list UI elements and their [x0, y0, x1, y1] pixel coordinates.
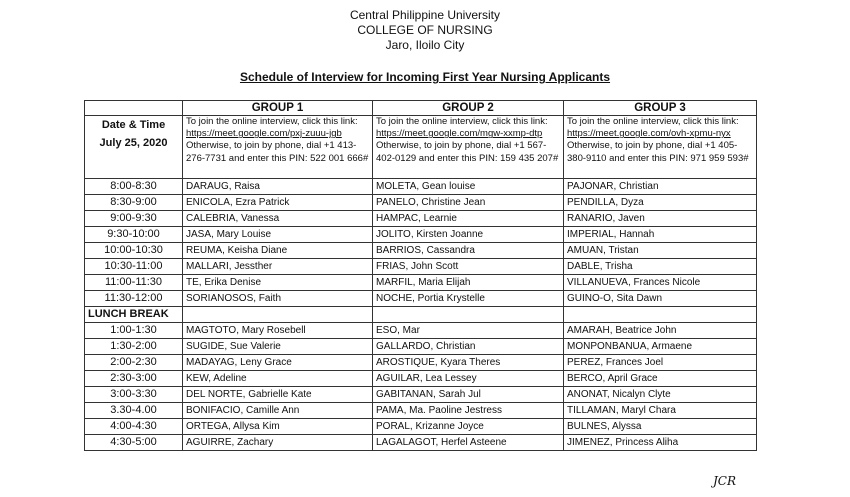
- group-1-meet-link[interactable]: https://meet.google.com/pxj-zuuu-jgb: [186, 128, 342, 140]
- group-2-applicant: JOLITO, Kirsten Joanne: [373, 227, 564, 243]
- interview-schedule-table: [84, 100, 757, 451]
- group-3-applicant: TILLAMAN, Maryl Chara: [564, 403, 757, 419]
- group-3-applicant: ANONAT, Nicalyn Clyte: [564, 387, 757, 403]
- time-slot: 11:30-12:00: [85, 291, 183, 307]
- time-slot: 2:00-2:30: [85, 355, 183, 371]
- group-3-applicant: BERCO, April Grace: [564, 371, 757, 387]
- time-slot: 11:00-11:30: [85, 275, 183, 291]
- group-3-applicant: BULNES, Alyssa: [564, 419, 757, 435]
- time-slot: 9:30-10:00: [85, 227, 183, 243]
- group-1-applicant: SUGIDE, Sue Valerie: [183, 339, 373, 355]
- group-3-applicant: VILLANUEVA, Frances Nicole: [564, 275, 757, 291]
- info-phone-text: Otherwise, to join by phone, dial +1 405-380-9110 and enter this PIN: 971 959 593#: [567, 140, 749, 164]
- group-3-applicant: AMUAN, Tristan: [564, 243, 757, 259]
- schedule-row: [85, 371, 757, 387]
- group-3-meet-link[interactable]: https://meet.google.com/ovh-xpmu-nyx: [567, 128, 731, 140]
- group-3-applicant: GUINO-O, Sita Dawn: [564, 291, 757, 307]
- time-slot: 3.30-4.00: [85, 403, 183, 419]
- schedule-row: [85, 339, 757, 355]
- group-3-applicant: MONPONBANUA, Armaene: [564, 339, 757, 355]
- lunch-empty-cell: [373, 307, 564, 323]
- group-2-applicant: MARFIL, Maria Elijah: [373, 275, 564, 291]
- group-1-applicant: MADAYAG, Leny Grace: [183, 355, 373, 371]
- document-header: [0, 8, 850, 53]
- group-2-meeting-info: [373, 116, 564, 179]
- schedule-row: [85, 355, 757, 371]
- group-2-applicant: ESO, Mar: [373, 323, 564, 339]
- group-1-applicant: REUMA, Keisha Diane: [183, 243, 373, 259]
- time-slot: 1:30-2:00: [85, 339, 183, 355]
- group-1-applicant: MALLARI, Jessther: [183, 259, 373, 275]
- schedule-row: [85, 403, 757, 419]
- schedule-row: [85, 387, 757, 403]
- schedule-row: [85, 211, 757, 227]
- group-1-applicant: JASA, Mary Louise: [183, 227, 373, 243]
- group-3-applicant: IMPERIAL, Hannah: [564, 227, 757, 243]
- group-3-applicant: DABLE, Trisha: [564, 259, 757, 275]
- corner-cell: [85, 101, 183, 116]
- schedule-row: [85, 291, 757, 307]
- group-2-applicant: GABITANAN, Sarah Jul: [373, 387, 564, 403]
- group-1-applicant: BONIFACIO, Camille Ann: [183, 403, 373, 419]
- group-2-applicant: HAMPAC, Learnie: [373, 211, 564, 227]
- lunch-break-label: LUNCH BREAK: [85, 307, 183, 323]
- group-1-applicant: KEW, Adeline: [183, 371, 373, 387]
- group-3-applicant: PENDILLA, Dyza: [564, 195, 757, 211]
- group-3-applicant: PAJONAR, Christian: [564, 179, 757, 195]
- schedule-row: [85, 419, 757, 435]
- college-name: COLLEGE OF NURSING: [357, 23, 493, 37]
- date-cell: [85, 116, 183, 179]
- date-value: July 25, 2020: [99, 137, 168, 149]
- time-slot: 4:00-4:30: [85, 419, 183, 435]
- handwritten-initials: JCR: [713, 474, 737, 488]
- group-2-applicant: PANELO, Christine Jean: [373, 195, 564, 211]
- group-2-meet-link[interactable]: https://meet.google.com/mgw-xxmp-dtp: [376, 128, 543, 140]
- schedule-row: [85, 195, 757, 211]
- group-3-header: GROUP 3: [564, 101, 757, 116]
- group-1-header: GROUP 1: [183, 101, 373, 116]
- time-slot: 10:00-10:30: [85, 243, 183, 259]
- date-label: Date & Time: [101, 119, 166, 131]
- group-3-applicant: PEREZ, Frances Joel: [564, 355, 757, 371]
- group-1-applicant: MAGTOTO, Mary Rosebell: [183, 323, 373, 339]
- group-2-applicant: NOCHE, Portia Krystelle: [373, 291, 564, 307]
- info-text: To join the online interview, click this link:: [186, 116, 358, 127]
- university-name: Central Philippine University: [349, 8, 501, 22]
- group-1-applicant: CALEBRIA, Vanessa: [183, 211, 373, 227]
- group-2-applicant: AGUILAR, Lea Lessey: [373, 371, 564, 387]
- info-text: To join the online interview, click this link:: [376, 116, 548, 127]
- meeting-info-row: [85, 116, 757, 179]
- info-phone-text: Otherwise, to join by phone, dial +1 567-402-0129 and enter this PIN: 159 435 207#: [376, 140, 559, 164]
- schedule-row: [85, 179, 757, 195]
- group-2-applicant: BARRIOS, Cassandra: [373, 243, 564, 259]
- time-slot: 1:00-1:30: [85, 323, 183, 339]
- schedule-row: [85, 435, 757, 451]
- group-2-applicant: LAGALAGOT, Herfel Asteene: [373, 435, 564, 451]
- schedule-row: [85, 323, 757, 339]
- time-slot: 4:30-5:00: [85, 435, 183, 451]
- group-2-applicant: AROSTIQUE, Kyara Theres: [373, 355, 564, 371]
- lunch-break-row: [85, 307, 757, 323]
- time-slot: 10:30-11:00: [85, 259, 183, 275]
- group-3-applicant: JIMENEZ, Princess Aliha: [564, 435, 757, 451]
- group-1-applicant: DARAUG, Raisa: [183, 179, 373, 195]
- schedule-row: [85, 275, 757, 291]
- schedule-title: Schedule of Interview for Incoming First Year Nursing Applicants: [239, 70, 611, 84]
- group-1-applicant: TE, Erika Denise: [183, 275, 373, 291]
- group-2-applicant: FRIAS, John Scott: [373, 259, 564, 275]
- group-2-applicant: GALLARDO, Christian: [373, 339, 564, 355]
- info-phone-text: Otherwise, to join by phone, dial +1 413-276-7731 and enter this PIN: 522 001 666#: [186, 140, 369, 164]
- time-slot: 8:00-8:30: [85, 179, 183, 195]
- time-slot: 2:30-3:00: [85, 371, 183, 387]
- group-3-applicant: RANARIO, Javen: [564, 211, 757, 227]
- group-1-applicant: ORTEGA, Allysa Kim: [183, 419, 373, 435]
- group-1-applicant: SORIANOSOS, Faith: [183, 291, 373, 307]
- time-slot: 8:30-9:00: [85, 195, 183, 211]
- schedule-row: [85, 259, 757, 275]
- schedule-row: [85, 227, 757, 243]
- time-slot: 3:00-3:30: [85, 387, 183, 403]
- lunch-empty-cell: [564, 307, 757, 323]
- group-1-applicant: AGUIRRE, Zachary: [183, 435, 373, 451]
- info-text: To join the online interview, click this link:: [567, 116, 739, 127]
- group-2-applicant: PAMA, Ma. Paoline Jestress: [373, 403, 564, 419]
- location: Jaro, Iloilo City: [385, 38, 465, 52]
- group-2-applicant: PORAL, Krizanne Joyce: [373, 419, 564, 435]
- group-3-applicant: AMARAH, Beatrice John: [564, 323, 757, 339]
- group-1-applicant: DEL NORTE, Gabrielle Kate: [183, 387, 373, 403]
- group-2-applicant: MOLETA, Gean louise: [373, 179, 564, 195]
- group-1-meeting-info: [183, 116, 373, 179]
- group-header-row: [85, 101, 757, 116]
- group-1-applicant: ENICOLA, Ezra Patrick: [183, 195, 373, 211]
- time-slot: 9:00-9:30: [85, 211, 183, 227]
- group-3-meeting-info: [564, 116, 757, 179]
- group-2-header: GROUP 2: [373, 101, 564, 116]
- schedule-row: [85, 243, 757, 259]
- lunch-empty-cell: [183, 307, 373, 323]
